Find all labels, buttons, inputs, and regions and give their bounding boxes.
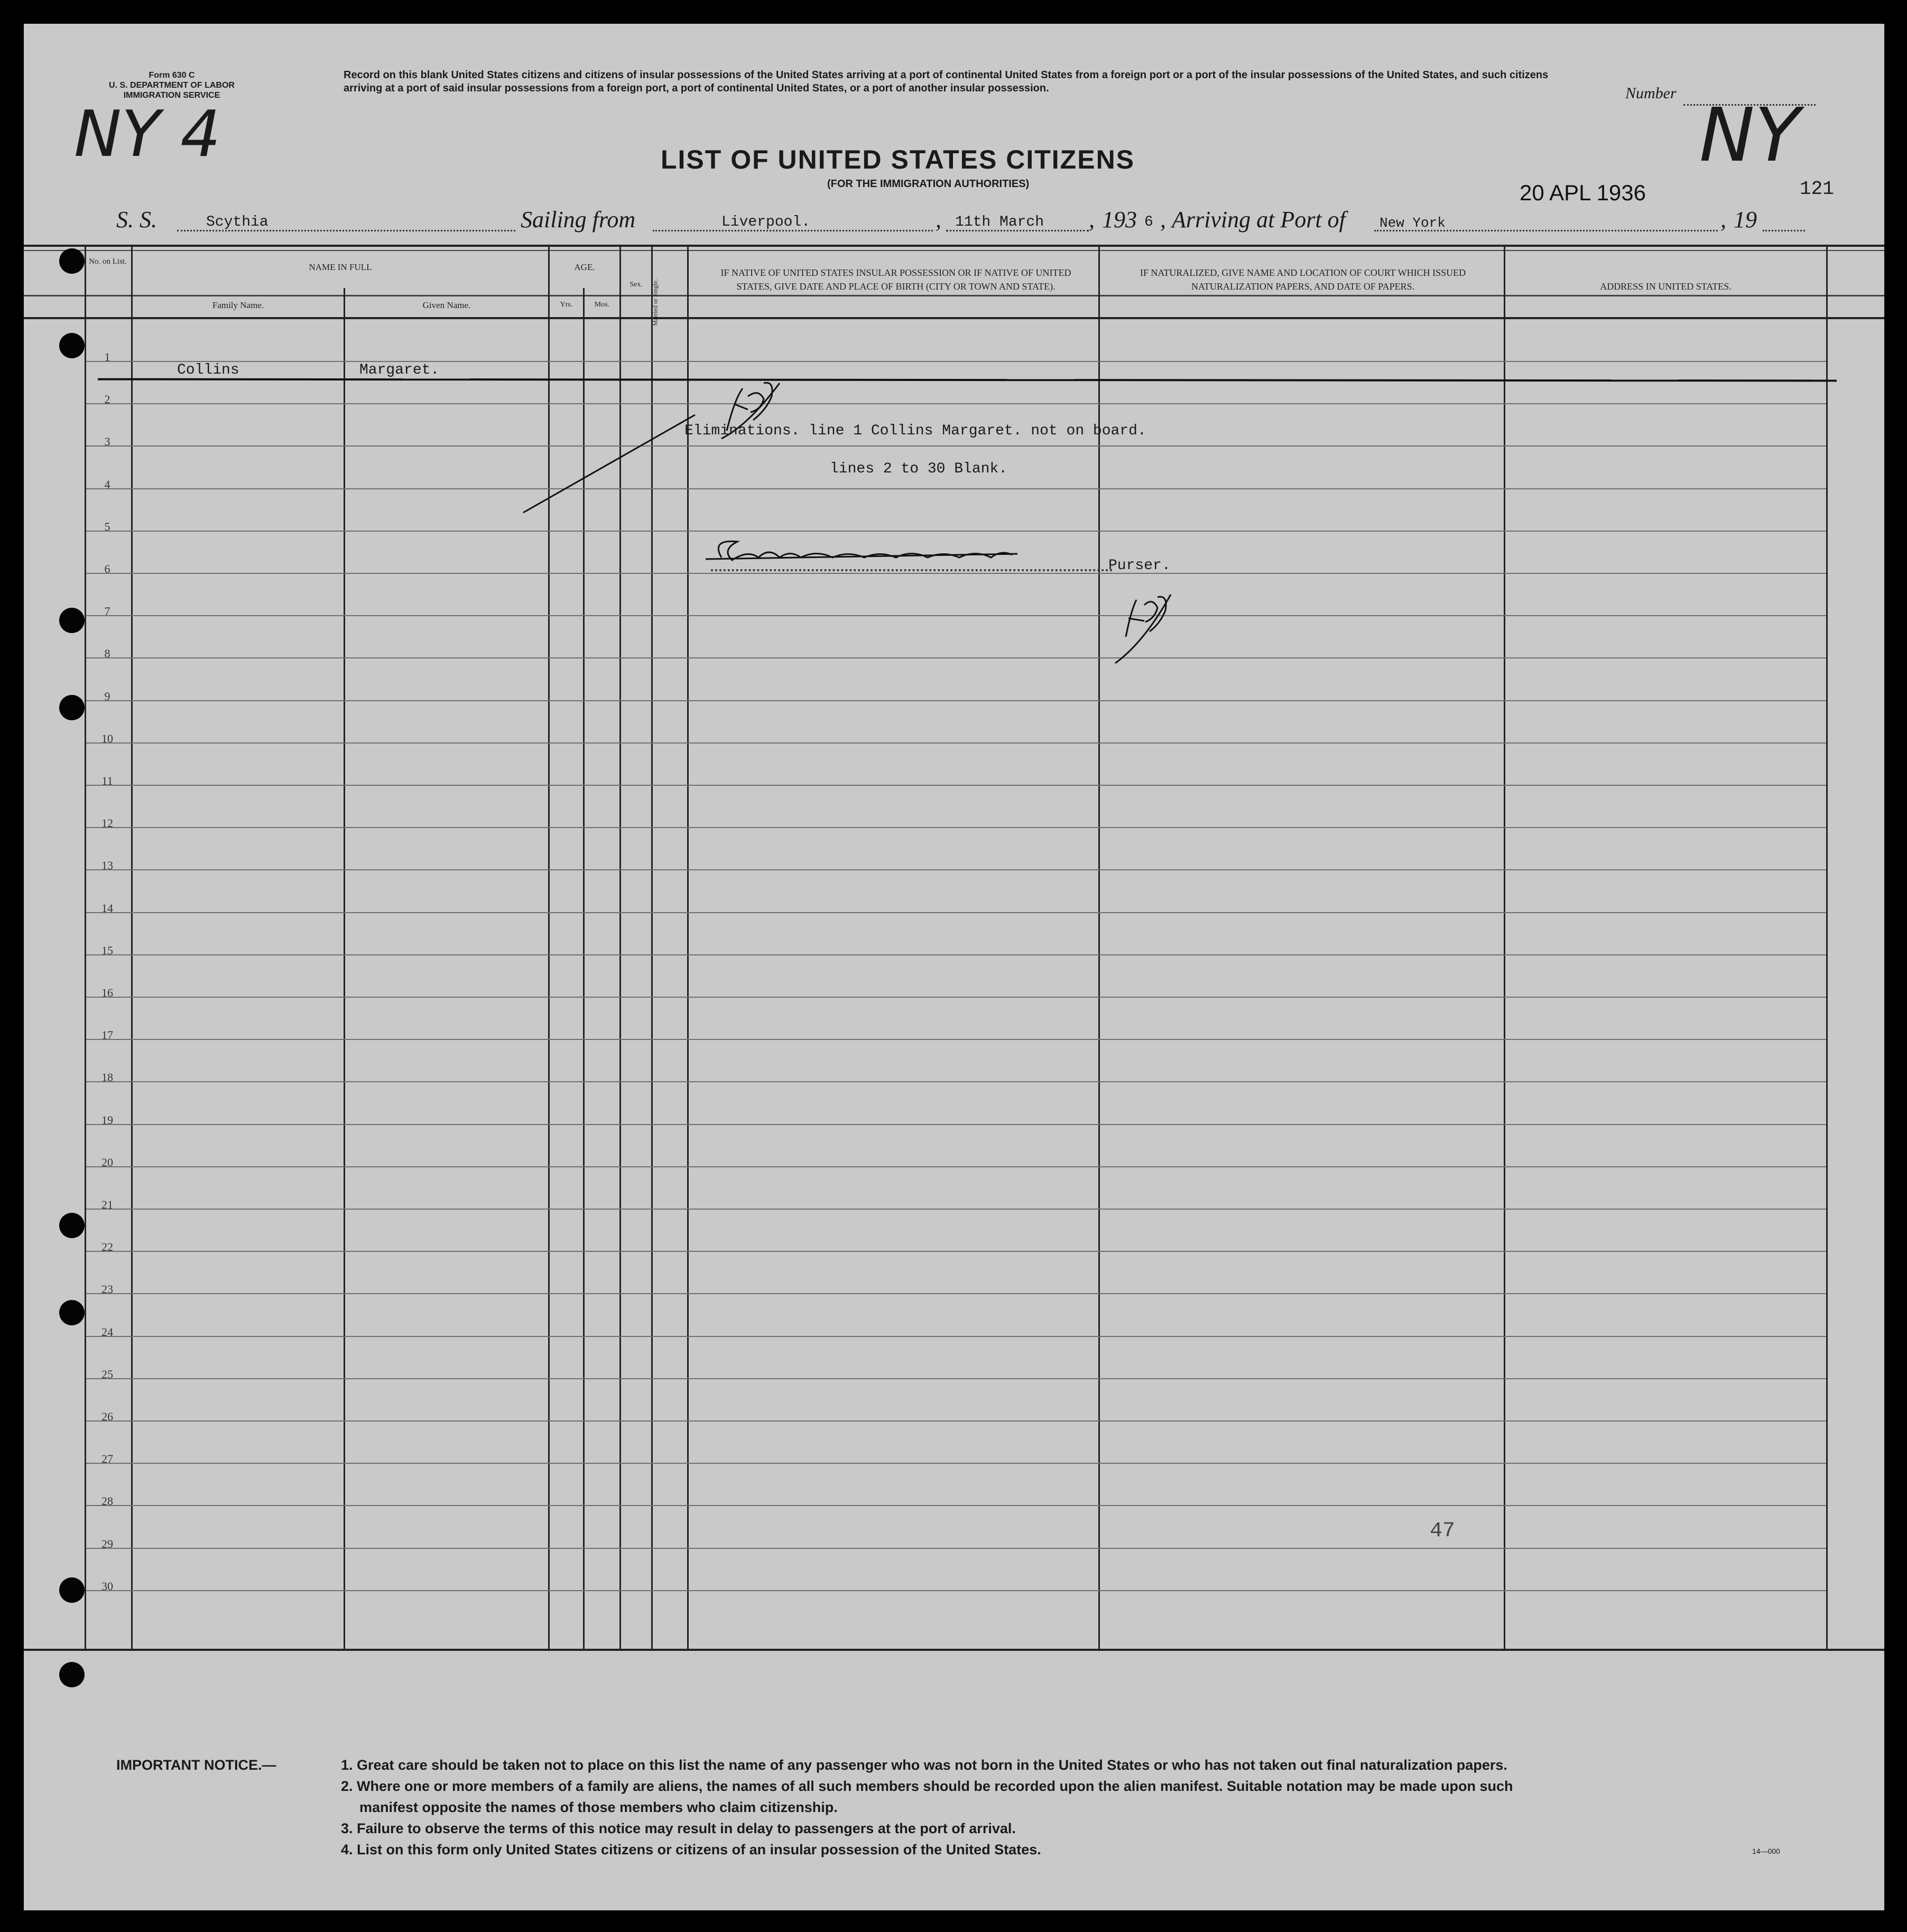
row-number: 18 (101, 1071, 113, 1084)
sailing-from-label: Sailing from (521, 207, 636, 233)
row-number: 2 (104, 393, 110, 406)
col-line-given (344, 288, 345, 1650)
year-typed: 6 (1144, 214, 1153, 230)
row-line (86, 700, 1826, 701)
row-line (86, 1590, 1826, 1591)
year-printed: 193 (1102, 207, 1137, 233)
row-line (86, 1378, 1826, 1379)
row-number: 15 (101, 944, 113, 957)
header-mos: Mos. (594, 301, 610, 309)
manifest-page (24, 24, 1884, 1910)
row-number: 5 (104, 520, 110, 533)
ss-label: S. S. (116, 207, 157, 233)
row-number: 11 (101, 774, 113, 787)
sailing-date: 11th March (955, 214, 1044, 230)
row-line (86, 1336, 1826, 1337)
purser-signature (700, 528, 1134, 571)
row-number: 1 (104, 350, 110, 364)
row-line (86, 954, 1826, 955)
row-line (86, 827, 1826, 828)
notice-item-2-cont: manifest opposite the names of those members who claim citizenship. (359, 1799, 838, 1815)
header-native: IF NATIVE OF UNITED STATES INSULAR POSSESSION OR IF NATIVE OF UNITED STATES, GIVE DATE AND PLACE OF BIRTH (CITY OR TOWN AND STATE). (720, 267, 1071, 292)
row-line (86, 573, 1826, 574)
handwritten-ny-left: NY 4 (74, 98, 221, 171)
form-number: Form 630 C (149, 71, 195, 80)
row-line (86, 403, 1826, 404)
service-name: IMMIGRATION SERVICE (123, 91, 220, 100)
ship-name: Scythia (206, 214, 269, 230)
row-line (86, 1293, 1826, 1294)
notice-item-2: 2. Where one or more members of a family are aliens, the names of all such members should be recorded upon the alien manifest. Suitable notation may be made upon such (341, 1778, 1513, 1794)
eliminations-text: Eliminations. line 1 Collins Margaret. not on board. (684, 423, 1146, 439)
header-name-in-full: NAME IN FULL (309, 262, 372, 272)
row-line (86, 361, 1826, 362)
row-number: 25 (101, 1368, 113, 1381)
diagonal-strike (515, 383, 727, 521)
row-line (86, 488, 1826, 489)
purser-label: Purser. (1108, 558, 1171, 574)
comma-4: , (1720, 207, 1726, 233)
row-line (86, 1209, 1826, 1210)
comma-1: , (936, 207, 941, 233)
page-subtitle: (FOR THE IMMIGRATION AUTHORITIES) (827, 178, 1030, 190)
table-top-border (24, 245, 1884, 247)
date-stamp: 20 APL 1936 (1520, 180, 1646, 205)
number-typed: 121 (1800, 178, 1834, 200)
row-line (86, 1166, 1826, 1167)
row-number: 27 (101, 1452, 113, 1465)
port-from: Liverpool. (721, 214, 811, 230)
col-line-no (85, 246, 86, 1650)
row-number: 7 (104, 605, 110, 618)
row-number: 16 (101, 986, 113, 999)
binder-hole (59, 1213, 85, 1238)
header-sex: Sex. (630, 281, 643, 289)
header-married-or-single: Married or Single. (651, 279, 659, 326)
header-bottom-border (24, 317, 1884, 319)
strike-line-row-1 (98, 378, 1837, 382)
table-bottom-border (24, 1649, 1884, 1651)
row-number: 22 (101, 1240, 113, 1253)
row-number: 6 (104, 562, 110, 575)
arriving-label: Arriving at Port of (1172, 207, 1346, 233)
header-mid-line (24, 295, 1884, 296)
binder-hole (59, 248, 85, 274)
year-end-dotline (1763, 230, 1805, 231)
row-line (86, 445, 1826, 447)
row-number: 3 (104, 435, 110, 448)
row-line (86, 1251, 1826, 1252)
row-line (86, 1463, 1826, 1464)
header-naturalized: IF NATURALIZED, GIVE NAME AND LOCATION OF COURT WHICH ISSUED NATURALIZATION PAPERS, AND DATE OF PAPERS. (1140, 267, 1466, 292)
department-name: U. S. DEPARTMENT OF LABOR (109, 81, 235, 90)
header-age: AGE. (574, 262, 595, 272)
port-to: New York (1380, 215, 1446, 231)
number-label: Number (1625, 85, 1677, 102)
col-line-right (1826, 246, 1828, 1650)
header-no-on-list: No. on List. (89, 257, 127, 266)
row-line (86, 657, 1826, 658)
header-address: ADDRESS IN UNITED STATES. (1600, 281, 1732, 292)
row-line (86, 1081, 1826, 1082)
row-line (86, 615, 1826, 616)
row-number: 28 (101, 1494, 113, 1508)
notice-item-4: 4. List on this form only United States citizens or citizens of an insular possession of the United States. (341, 1842, 1041, 1857)
footer-code: 14—000 (1752, 1847, 1780, 1855)
page-count: 47 (1430, 1519, 1456, 1543)
header-given-name: Given Name. (422, 300, 471, 310)
table-top-border-2 (24, 250, 1884, 251)
row-number: 9 (104, 690, 110, 703)
page-title: LIST OF UNITED STATES CITIZENS (661, 145, 1135, 174)
year-end: 19 (1734, 207, 1757, 233)
binder-hole (59, 1662, 85, 1687)
row-line (86, 785, 1826, 786)
binder-hole (59, 1577, 85, 1603)
row-number: 17 (101, 1028, 113, 1042)
row-number: 8 (104, 647, 110, 660)
notice-item-1: 1. Great care should be taken not to place on this list the name of any passenger who was not born in the United States or who has not taken out final naturalization papers. (341, 1757, 1507, 1773)
row-number: 30 (101, 1580, 113, 1593)
row-line (86, 742, 1826, 744)
row-number: 12 (101, 816, 113, 830)
col-line-family (131, 246, 133, 1650)
entry-given-name: Margaret. (359, 362, 440, 378)
binder-hole (59, 695, 85, 720)
binder-hole (59, 608, 85, 633)
comma-3: , (1160, 207, 1166, 233)
col-line-address (1504, 246, 1505, 1650)
row-line (86, 997, 1826, 998)
row-line (86, 1420, 1826, 1422)
preamble-text: Record on this blank United States citizens and citizens of insular possessions of the United States arriving at a port of continental United States from a foreign port or a port of the insular possessions of the United States, and such citizens arriving at a port of said insular possessions from a foreign port, a port of continental United States, or a port of another insular possession. (344, 69, 1549, 94)
row-number: 21 (101, 1198, 113, 1211)
row-line (86, 1124, 1826, 1125)
notice-heading: IMPORTANT NOTICE.— (116, 1757, 276, 1773)
row-line (86, 1039, 1826, 1040)
row-line (86, 912, 1826, 913)
row-number: 29 (101, 1537, 113, 1550)
handwritten-number: NY (1699, 92, 1800, 179)
entry-family-name: Collins (177, 362, 239, 378)
initials-mark-2 (1107, 573, 1181, 668)
notice-item-3: 3. Failure to observe the terms of this notice may result in delay to passengers at the port of arrival. (341, 1820, 1016, 1836)
row-number: 23 (101, 1283, 113, 1296)
row-number: 20 (101, 1156, 113, 1169)
row-number: 4 (104, 478, 110, 491)
row-number: 26 (101, 1410, 113, 1423)
purser-dotline (711, 569, 1113, 571)
col-line-naturalized (1098, 246, 1100, 1650)
binder-hole (59, 1300, 85, 1325)
row-line (86, 1548, 1826, 1549)
row-number: 10 (101, 732, 113, 745)
row-number: 24 (101, 1325, 113, 1339)
comma-2: , (1089, 207, 1095, 233)
row-number: 19 (101, 1113, 113, 1127)
header-yrs: Yrs. (560, 301, 573, 309)
binder-hole (59, 333, 85, 358)
row-number: 14 (101, 902, 113, 915)
form-id-block (108, 70, 235, 100)
blank-lines-text: lines 2 to 30 Blank. (830, 461, 1008, 477)
header-family-name: Family Name. (212, 300, 264, 310)
row-line (86, 869, 1826, 870)
row-line (86, 1505, 1826, 1506)
row-number: 13 (101, 859, 113, 872)
